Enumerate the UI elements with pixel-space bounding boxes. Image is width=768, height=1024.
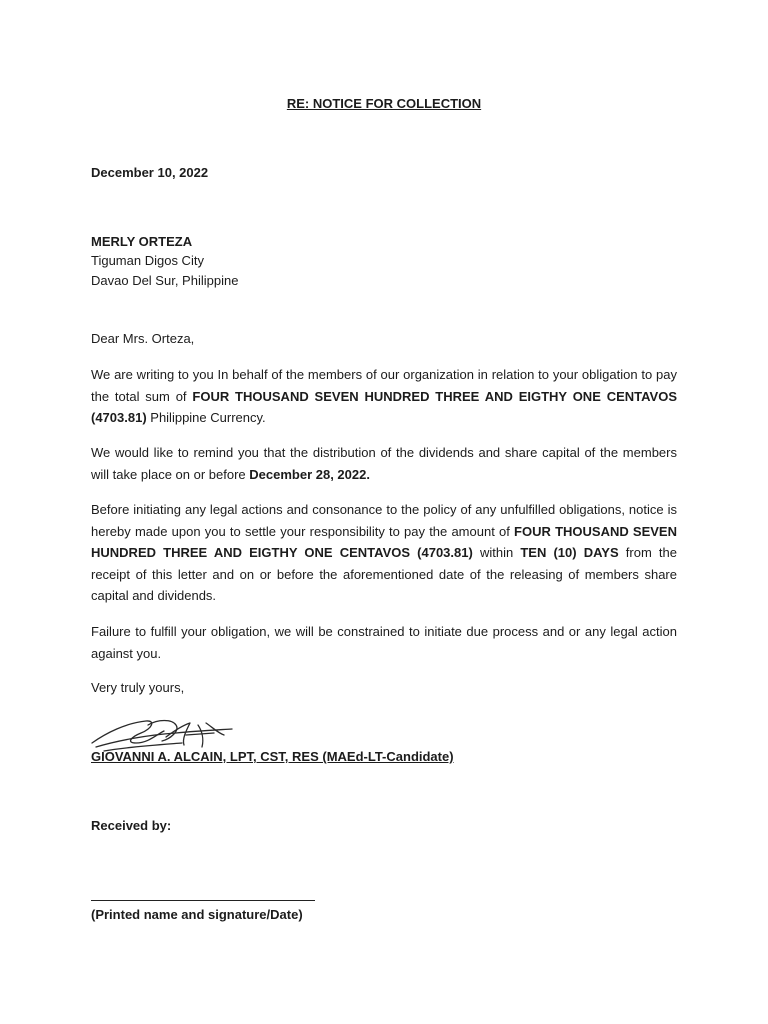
paragraph-consequence: Failure to fulfill your obligation, we will be constrained to initiate due process and or any legal action against you. [91,624,677,661]
received-by-label: Received by: [91,818,172,833]
paragraph-demand-text-e: from the receipt of this letter and on or before the aforementioned date of the releasing of members share capital and dividends. [91,545,677,603]
paragraph-distribution [91,442,677,485]
paragraph-obligation-text-a: We are writing to you In behalf of the members of our organization in relation to your obligation to pay the total sum of [91,367,677,404]
letter-date: December 10, 2022 [91,165,209,180]
paragraph-demand-text-a: Before initiating any legal actions and consonance to the policy of any unfulfilled obligations, notice is hereby made upon you to settle your responsibility to pay the amount of [91,502,677,539]
signatory-name: GIOVANNI A. ALCAIN, LPT, CST, RES (MAEd-LT-Candidate) [91,749,454,764]
paragraph-demand [91,499,677,607]
demand-deadline: TEN (10) DAYS [520,545,619,560]
distribution-date: December 28, 2022. [249,466,370,482]
signature-line [91,900,315,901]
paragraph-demand-text-c: within [472,545,521,560]
paragraph-obligation-text-c: Philippine Currency. [146,410,266,425]
recipient-address-line1: Tiguman Digos City [91,253,204,268]
amount-in-words: FOUR THOUSAND SEVEN HUNDRED THREE AND EIGTHY ONE CENTAVOS (4703.81) [91,388,677,425]
letter-subject: RE: NOTICE FOR COLLECTION [286,96,482,111]
closing: Very truly yours, [91,680,185,695]
demand-amount: FOUR THOUSAND SEVEN HUNDRED THREE AND EIGTHY ONE CENTAVOS (4703.81) [91,523,677,560]
paragraph-obligation [91,364,677,429]
recipient-name: MERLY ORTEZA [91,234,193,249]
printed-name-label: (Printed name and signature/Date) [91,907,303,922]
salutation: Dear Mrs. Orteza, [91,331,195,346]
recipient-address-line2: Davao Del Sur, Philippine [91,273,239,288]
paragraph-distribution-text-a: We would like to remind you that the distribution of the dividends and share capital of the members will take place on or before [91,445,677,482]
